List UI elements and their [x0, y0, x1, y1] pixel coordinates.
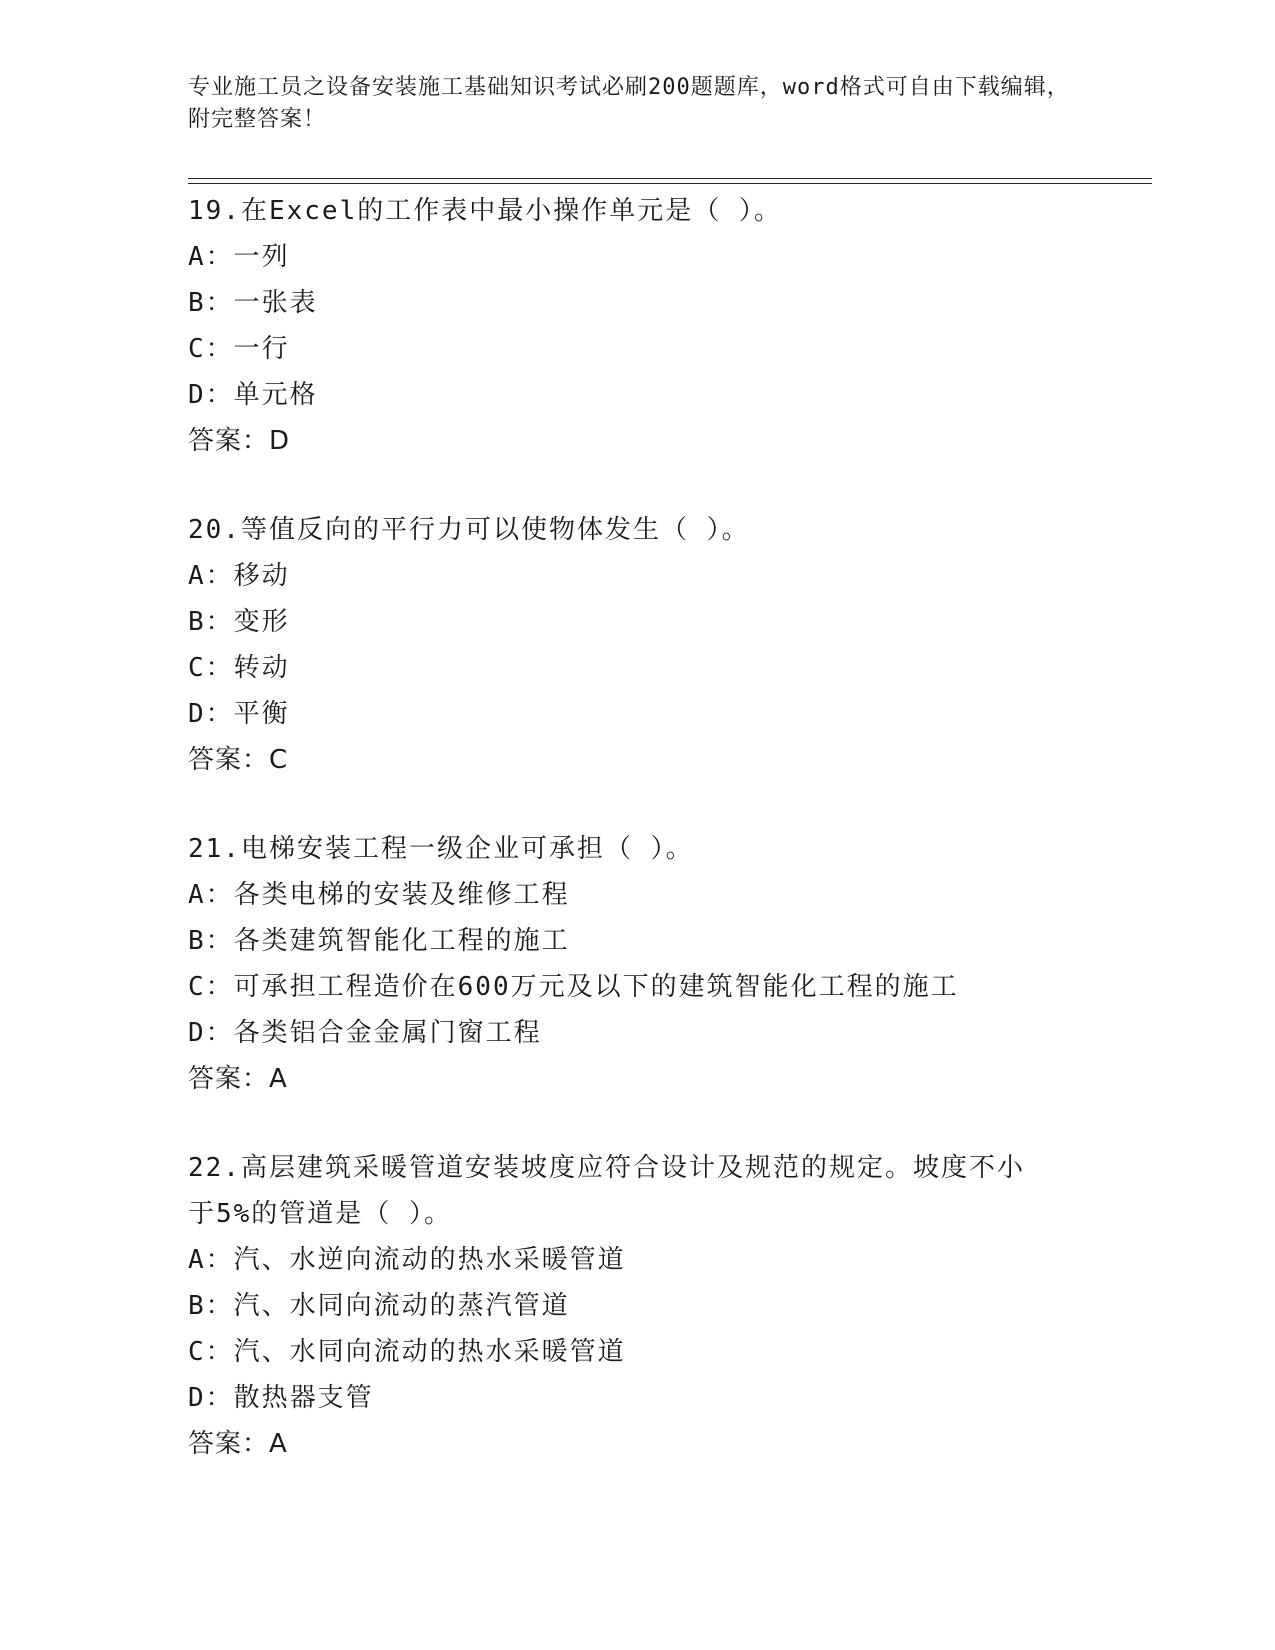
answer-line: 答案：A	[188, 1429, 288, 1459]
option-b: B：一张表	[188, 288, 318, 318]
option-b: B：变形	[188, 607, 290, 637]
option-a: A：各类电梯的安装及维修工程	[188, 880, 570, 910]
option-c: C：一行	[188, 334, 290, 364]
option-a: A：汽、水逆向流动的热水采暖管道	[188, 1245, 626, 1275]
question-19	[188, 188, 1148, 464]
answer-line: 答案：C	[188, 745, 289, 775]
option-c: C：可承担工程造价在600万元及以下的建筑智能化工程的施工	[188, 972, 959, 1002]
option-a: A：一列	[188, 242, 290, 272]
option-d: D：平衡	[188, 699, 290, 729]
option-c: C：转动	[188, 653, 290, 683]
answer-line: 答案：D	[188, 426, 291, 456]
option-d: D：单元格	[188, 380, 318, 410]
header-divider-top	[188, 178, 1152, 179]
question-list	[188, 188, 1148, 1510]
option-d: D：散热器支管	[188, 1383, 374, 1413]
answer-line: 答案：A	[188, 1064, 288, 1094]
question-stem: 22.高层建筑采暖管道安装坡度应符合设计及规范的规定。坡度不小于5%的管道是（ ）。	[188, 1153, 1025, 1229]
option-d: D：各类铝合金金属门窗工程	[188, 1018, 542, 1048]
option-b: B：各类建筑智能化工程的施工	[188, 926, 570, 956]
option-b: B：汽、水同向流动的蒸汽管道	[188, 1291, 570, 1321]
question-22	[188, 1145, 1148, 1467]
header-divider-bottom	[188, 183, 1152, 184]
question-stem: 21.电梯安装工程一级企业可承担（ ）。	[188, 834, 694, 864]
option-c: C：汽、水同向流动的热水采暖管道	[188, 1337, 626, 1367]
option-a: A：移动	[188, 561, 290, 591]
document-title: 专业施工员之设备安装施工基础知识考试必刷200题题库，word格式可自由下载编辑，附完整答案！	[188, 75, 1070, 132]
document-header	[188, 72, 1088, 136]
question-stem: 19.在Excel的工作表中最小操作单元是（ ）。	[188, 196, 782, 226]
question-stem: 20.等值反向的平行力可以使物体发生（ ）。	[188, 515, 750, 545]
question-21	[188, 826, 1148, 1102]
question-20	[188, 507, 1148, 783]
